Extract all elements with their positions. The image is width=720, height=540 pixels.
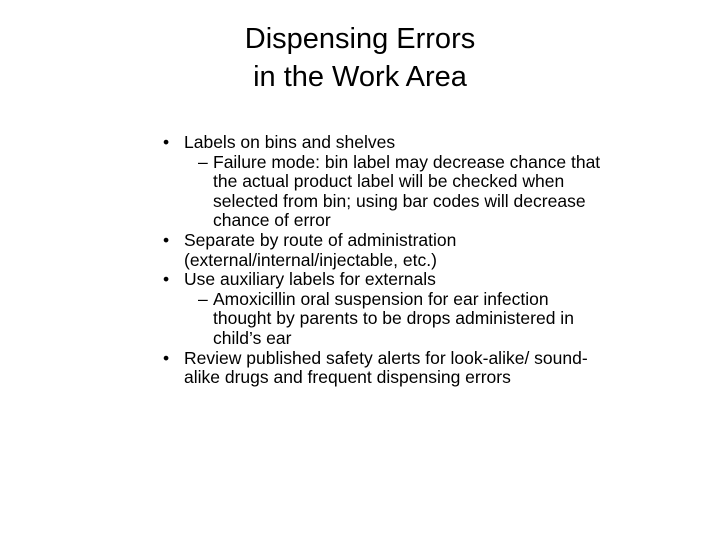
bullet-marker: • [163,132,170,152]
bullet-item-auxiliary-labels [0,270,604,290]
bullet-text: Separate by route of administration (external/internal/injectable, etc.) [184,229,457,270]
bullet-marker: • [163,269,170,290]
bullet-item-labels-on-bins [0,133,604,153]
bullet-marker: • [163,347,170,368]
sub-bullet-marker: – [198,151,208,172]
slide-title [160,20,560,96]
sub-bullet-marker: – [198,288,208,309]
bullet-text: Use auxiliary labels for externals [184,269,436,290]
bullet-text: Labels on bins and shelves [184,132,396,152]
slide-title-line-1: Dispensing Errors [244,23,476,55]
sub-bullet-failure-mode [0,153,603,231]
sub-bullet-text: Failure mode: bin label may decrease chance that the actual product label will be checked when selected from bin; using bar codes will decrease chance of error [213,151,601,231]
bullet-text: Review published safety alerts for look-alike/ sound-alike drugs and frequent dispensing errors [184,347,588,388]
bullet-list [0,133,720,388]
slide-title-line-2: in the Work Area [253,61,467,93]
sub-bullet-amoxicillin [0,290,603,349]
bullet-marker: • [163,229,170,250]
sub-bullet-text: Amoxicillin oral suspension for ear infection thought by parents to be drops administered in child’s ear [213,288,574,348]
bullet-item-safety-alerts [0,349,604,388]
bullet-item-separate-by-route [0,231,604,270]
